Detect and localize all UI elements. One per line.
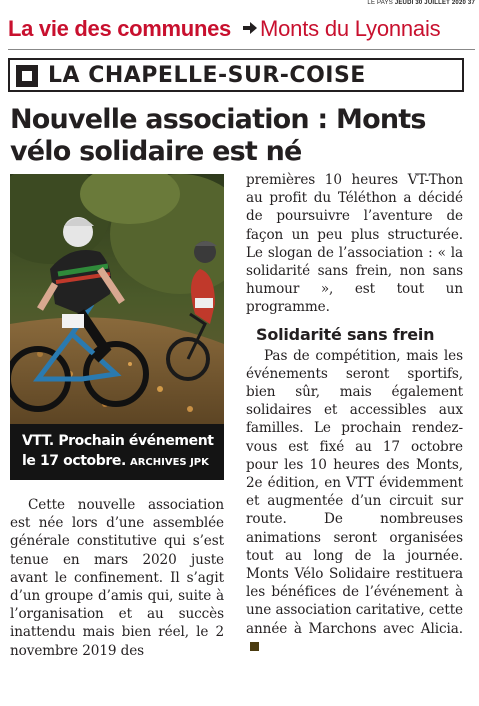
subheading: Solidarité sans frein: [256, 324, 435, 344]
section-rubric: La vie des communes: [8, 16, 231, 41]
article-headline: Nouvelle association : Monts vélo solidaire est né: [10, 104, 426, 167]
issue-date: JEUDI 30 JUILLET 2020: [394, 0, 467, 6]
body-paragraph: premières 10 heures VT-Thon au profit du Téléthon a décidé de poursuivre l’aventure de façon un peu plus structurée. Le slogan de l’association : « la solidarité sans frein, non sans humour », est tout un programme.: [246, 172, 463, 316]
caption-text: VTT. Prochain événement le 17 octobre.: [22, 433, 214, 469]
end-of-article-mark: [250, 642, 259, 651]
cyclists-photo: [10, 174, 224, 424]
paper-name: LE PAYS: [367, 0, 393, 6]
town-name: LA CHAPELLE-SUR-COISE: [48, 63, 366, 88]
body-paragraph-final: [246, 347, 463, 656]
body-paragraph: Cette nouvelle association est née lors d’une assemblée générale constitutive qui s’est tenue en mars 2020 juste avant le confinement. Il s’agit d’un groupe d’amis qui, suite à l’organisation et au succès inattendu mais bien réel, le 2 novembre 2019 des: [10, 497, 224, 659]
page-header-strip: [8, 0, 475, 8]
arrow-right-icon: [242, 20, 258, 36]
page-number: 37: [467, 0, 475, 6]
article-column-2: [246, 171, 463, 656]
photo-credit: ARCHIVES JPK: [129, 457, 209, 468]
section-region: Monts du Lyonnais: [260, 16, 441, 41]
masthead-info: [367, 0, 475, 6]
section-divider: [8, 49, 475, 50]
body-text: Pas de compétition, mais les événements seront sportifs, bien sûr, mais également solidaires et accessibles aux familles. Le prochain rendez-vous est fixé au 17 octobre pour les 10 heures des Monts, 2e édition, en VTT évidemment et augmentée d’un circuit sur route. De nombreuses animations seront organisées tout au long de la journée. Monts Vélo Solidaire restituera les bénéfices de l’événement à une association caritative, cette année à Marchons avec Alicia.: [246, 347, 463, 637]
town-banner: [8, 58, 464, 92]
section-header: [8, 12, 475, 46]
article-column-1: [10, 496, 224, 660]
square-bullet-icon: [16, 65, 38, 87]
photo-caption: [10, 424, 224, 480]
